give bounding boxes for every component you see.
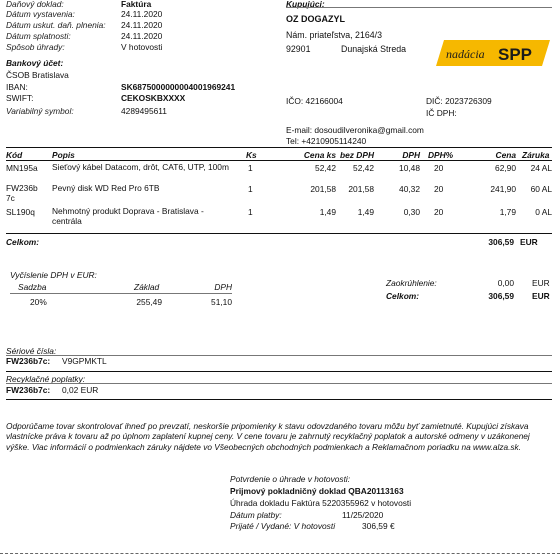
buyer-phone: Tel: +4210905114240 — [286, 136, 367, 146]
payment-document: Prijmový pokladničný doklad QBA20113163 — [230, 486, 404, 496]
row-kod: FW236b 7c — [6, 183, 38, 203]
buyer-ico: IČO: 42166004 — [286, 96, 343, 106]
serial-value: V9GPMKTL — [62, 356, 107, 366]
header-bez-dph: bez DPH — [340, 150, 374, 160]
row-dph: 0,30 — [403, 207, 420, 217]
payment-date-value: 11/25/2020 — [342, 510, 384, 520]
recycling-code: FW236b7c: — [6, 385, 51, 395]
payment-method-label: Spôsob úhrady: — [6, 42, 65, 52]
buyer-title-divider — [286, 7, 552, 8]
recycling-title: Recyklačné poplatky: — [6, 374, 86, 384]
row-popis: Pevný disk WD Red Pro 6TB — [52, 183, 160, 193]
buyer-icdph: IČ DPH: — [426, 108, 457, 118]
recycling-bottom-rule — [6, 399, 552, 400]
doc-type-label: Daňový doklad: — [6, 0, 64, 9]
payment-received-value: 306,59 € — [362, 521, 395, 531]
row-ks: 1 — [248, 163, 253, 173]
summary-total-value: 306,59 — [488, 291, 514, 301]
row-popis: Sieťový kábel Datacom, drôt, CAT6, UTP, 100m — [52, 162, 229, 172]
logo-text-spp: SPP — [498, 45, 533, 64]
buyer-city: Dunajská Streda — [341, 44, 407, 54]
issue-date-label: Dátum vystavenia: — [6, 9, 75, 19]
vat-amount: 51,10 — [211, 297, 232, 307]
row-cena: 241,90 — [490, 184, 516, 194]
cut-line — [0, 553, 560, 554]
due-date-label: Dátum splatnosti: — [6, 31, 71, 41]
buyer-dic: DIČ: 2023726309 — [426, 96, 492, 106]
vat-title: Vyčíslenie DPH v EUR: — [10, 270, 97, 280]
logo-text-nadacia: nadácia — [446, 47, 485, 61]
header-cena: Cena — [495, 150, 516, 160]
variable-symbol-label: Variabilný symbol: — [6, 106, 74, 116]
buyer-zip: 92901 — [286, 44, 311, 54]
row-bez-dph: 52,42 — [353, 163, 374, 173]
summary-total-currency: EUR — [532, 291, 550, 301]
items-total-currency: EUR — [520, 237, 538, 247]
recycling-value: 0,02 EUR — [62, 385, 99, 395]
doc-type-value: Faktúra — [121, 0, 152, 9]
serial-code: FW236b7c: — [6, 356, 51, 366]
row-dph-pct: 20 — [434, 184, 444, 194]
row-zaruka: 60 AL — [530, 184, 552, 194]
row-popis: Nehmotný produkt Doprava - Bratislava - centrála — [52, 206, 204, 226]
vat-header-zaklad: Základ — [134, 282, 160, 292]
header-kod: Kód — [6, 150, 23, 160]
row-kod: MN195a — [6, 163, 38, 173]
row-cena-ks: 1,49 — [319, 207, 336, 217]
row-ks: 1 — [248, 184, 253, 194]
bank-account-title: Bankový účet: — [6, 58, 64, 68]
payment-invoice: Úhrada dokladu Faktúra 5220355962 v hotovosti — [230, 498, 412, 508]
row-cena-ks: 201,58 — [310, 184, 336, 194]
items-total-label: Celkom: — [6, 237, 40, 247]
rounding-currency: EUR — [532, 278, 550, 288]
items-total-value: 306,59 — [488, 237, 514, 247]
header-zaruka: Záruka — [522, 150, 550, 160]
issue-date-value: 24.11.2020 — [121, 9, 163, 19]
swift-value: CEKOSKBXXXX — [121, 93, 186, 103]
tax-date-label: Dátum uskut. daň. plnenia: — [6, 20, 106, 30]
row-kod: SL190q — [6, 207, 35, 217]
payment-date-label: Dátum platby: — [230, 510, 282, 520]
row-bez-dph: 201,58 — [348, 184, 374, 194]
vat-header-sadzba: Sadzba — [18, 282, 47, 292]
row-dph: 10,48 — [399, 163, 420, 173]
rounding-label: Zaokrúhlenie: — [386, 278, 437, 288]
table-top-rule — [6, 147, 552, 148]
header-ks: Ks — [246, 150, 257, 160]
payment-title: Potvrdenie o úhrade v hotovosti: — [230, 474, 351, 484]
terms-note: Odporúčame tovar skontrolovať ihneď po prevzatí, neskoršie pripomienky k stavu odovzdaného tovaru môžu byť zamietnuté. Kupujúci získava vlastnícke práva k tovaru až po úplnom zaplatení kupnej ceny. V cene tovaru je zahrnutý recyklačný poplatok a autorské odmeny v uzákonenej výške. Viac informácií o podmienkach záruky nájdete vo Všeobecných obchodných podmienkach a Reklamačnom poriadku na www.alza.sk. — [6, 421, 530, 452]
rounding-value: 0,00 — [497, 278, 514, 288]
row-ks: 1 — [248, 207, 253, 217]
payment-received-label: Prijaté / Vydané: V hotovosti — [230, 521, 336, 531]
iban-label: IBAN: — [6, 82, 28, 92]
swift-label: SWIFT: — [6, 93, 34, 103]
due-date-value: 24.11.2020 — [121, 31, 163, 41]
header-cena-ks: Cena ks — [303, 150, 336, 160]
vat-header-rule — [10, 293, 232, 294]
variable-symbol-value: 4289495611 — [121, 106, 167, 116]
bank-name: ČSOB Bratislava — [6, 70, 69, 80]
buyer-title: Kupujúci: — [286, 0, 325, 9]
buyer-email: E-mail: dosoudilveronika@gmail.com — [286, 125, 424, 135]
row-cena-ks: 52,42 — [315, 163, 336, 173]
buyer-name: OZ DOGAZYL — [286, 14, 345, 24]
row-zaruka: 24 AL — [530, 163, 552, 173]
row-dph-pct: 20 — [434, 163, 444, 173]
row-cena: 62,90 — [495, 163, 516, 173]
header-dph: DPH — [402, 150, 420, 160]
serial-title: Sériové čísla: — [6, 346, 57, 356]
vat-base: 255,49 — [136, 297, 162, 307]
row-bez-dph: 1,49 — [357, 207, 374, 217]
row-dph-pct: 20 — [434, 207, 444, 217]
vat-rate: 20% — [30, 297, 47, 307]
recycling-top-rule — [6, 371, 552, 372]
tax-date-value: 24.11.2020 — [121, 20, 163, 30]
header-dph-pct: DPH% — [428, 150, 454, 160]
table-total-rule — [6, 233, 552, 234]
row-dph: 40,32 — [399, 184, 420, 194]
header-popis: Popis — [52, 150, 75, 160]
iban-value: SK6875000000004001969241 — [121, 82, 236, 92]
summary-total-label: Celkom: — [386, 291, 420, 301]
vat-header-dph: DPH — [214, 282, 232, 292]
row-zaruka: 0 AL — [535, 207, 552, 217]
recycling-rule — [6, 383, 552, 384]
nadacia-spp-logo — [436, 38, 552, 68]
buyer-street: Nám. priateľstva, 2164/3 — [286, 30, 382, 40]
row-cena: 1,79 — [499, 207, 516, 217]
payment-method-value: V hotovosti — [121, 42, 163, 52]
table-header-rule — [6, 160, 552, 161]
